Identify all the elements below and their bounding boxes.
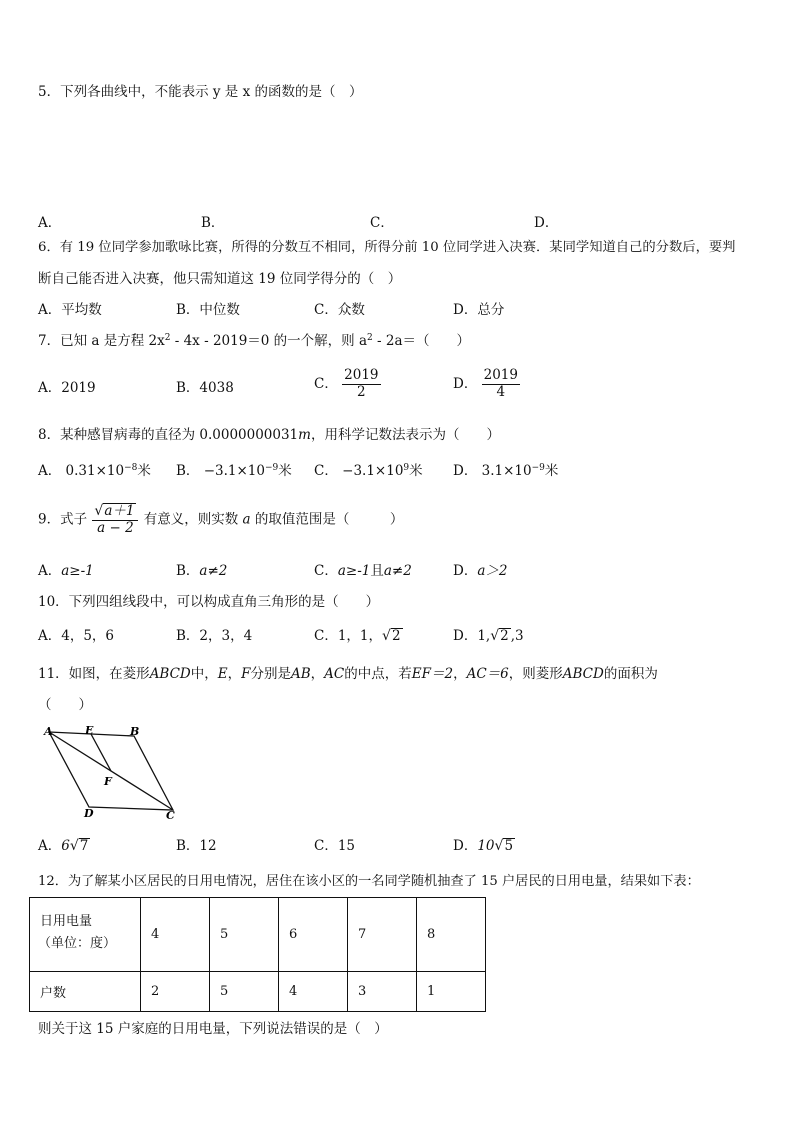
q6-option-d: D．总分 — [453, 302, 505, 318]
q9-option-b: B．a≠2 — [176, 563, 228, 579]
label-f: F — [104, 775, 112, 788]
q8-option-d: D． $3.1\times 10^{-9}$米 — [453, 463, 559, 479]
q7-option-c: C． $\frac{2019}{2}$ — [314, 367, 379, 400]
q5-option-c: C． — [370, 215, 394, 231]
q10-option-b: B．2，3，4 — [176, 628, 253, 644]
q5-stem: 5．下列各曲线中，不能表示 y 是 x 的函数的是（ ） — [38, 84, 363, 100]
q9-stem: 9．式子 $\frac{√a+1}{a - 2}$ 有意义，则实数 a 的取值范围是（ ） — [38, 503, 404, 536]
q7-option-a: A．2019 — [38, 380, 96, 396]
q11-option-d: D．10√5 — [453, 838, 514, 854]
q12-stem: 12．为了解某小区居民的日用电情况，居住在该小区的一名同学随机抽查了 15 户居民的日用电量，结果如下表： — [38, 874, 700, 889]
label-e: E — [85, 724, 94, 737]
q11-option-b: B．12 — [176, 838, 217, 854]
q8-option-b: B． $-3.1\times 10^{-9}$米 — [176, 463, 292, 479]
q7-option-d: D． $\frac{2019}{4}$ — [453, 367, 518, 400]
q6-option-a: A．平均数 — [38, 302, 102, 318]
q11-paren: （ ） — [38, 697, 92, 713]
q6-stem-line1: 6．有 19 位同学参加歌咏比赛，所得的分数互不相同，所得分前 10 位同学进入决赛．某同学知道自己的分数后，要判 — [38, 240, 736, 255]
q8-option-c: C． $-3.1\times 10^9$米 — [314, 463, 423, 479]
q11-option-a: A．6√7 — [38, 838, 89, 854]
table-cell: 5 — [210, 972, 279, 1012]
q8-stem: 8．某种感冒病毒的直径为 0.0000000031m，用科学记数法表示为（ ） — [38, 427, 500, 443]
table-cell: 6 — [279, 898, 348, 972]
q10-option-c: C．1，1，√2 — [314, 628, 401, 644]
q11-stem: 11．如图，在菱形ABCD中，E，F分别是AB，AC的中点，若EF＝2，AC＝6，则菱形ABCD的面积为 — [38, 666, 658, 682]
label-b: B — [130, 725, 140, 738]
label-a: A — [44, 725, 53, 738]
table-cell: 2 — [141, 972, 210, 1012]
q10-option-a: A．4，5，6 — [38, 628, 115, 644]
label-d: D — [84, 807, 94, 820]
table-cell: 3 — [348, 972, 417, 1012]
table-cell: 8 — [417, 898, 486, 972]
table-cell: 1 — [417, 972, 486, 1012]
table-header-usage: 日用电量 （单位：度） — [30, 898, 141, 972]
q10-stem: 10．下列四组线段中，可以构成直角三角形的是（ ） — [38, 594, 380, 610]
q5-option-a: A． — [38, 215, 62, 231]
table-row — [30, 898, 486, 972]
q6-stem-line2: 断自己能否进入决赛，他只需知道这 19 位同学得分的（ ） — [38, 271, 402, 287]
q7-option-b: B．4038 — [176, 380, 234, 396]
table-row — [30, 972, 486, 1012]
label-c: C — [166, 809, 175, 822]
q8-option-a: A． $0.31\times 10^{-8}$米 — [38, 463, 151, 479]
q11-option-c: C．15 — [314, 838, 356, 854]
table-cell: 7 — [348, 898, 417, 972]
rhombus-figure — [36, 722, 186, 822]
q7-stem: 7．已知 a 是方程 $2x^2 - 4x - 2019=0$ 的一个解，则 $a^2 - 2a=$（ ） — [38, 333, 471, 349]
q10-option-d: D．1,√2 ,3 — [453, 628, 524, 644]
q5-option-d: D． — [534, 215, 559, 231]
q12-after-text: 则关于这 15 户家庭的日用电量，下列说法错误的是（ ） — [38, 1021, 388, 1037]
q5-option-b: B． — [201, 215, 225, 231]
q9-option-d: D．a＞2 — [453, 563, 508, 579]
table-cell: 5 — [210, 898, 279, 972]
table-cell: 4 — [279, 972, 348, 1012]
q9-option-c: C．a≥-1且a≠2 — [314, 563, 412, 579]
q6-option-b: B．中位数 — [176, 302, 240, 318]
q6-option-c: C．众数 — [314, 302, 365, 318]
table-cell: 4 — [141, 898, 210, 972]
table-header-households: 户数 — [30, 972, 141, 1012]
q9-option-a: A．a≥-1 — [38, 563, 94, 579]
electricity-usage-table — [29, 897, 486, 1012]
